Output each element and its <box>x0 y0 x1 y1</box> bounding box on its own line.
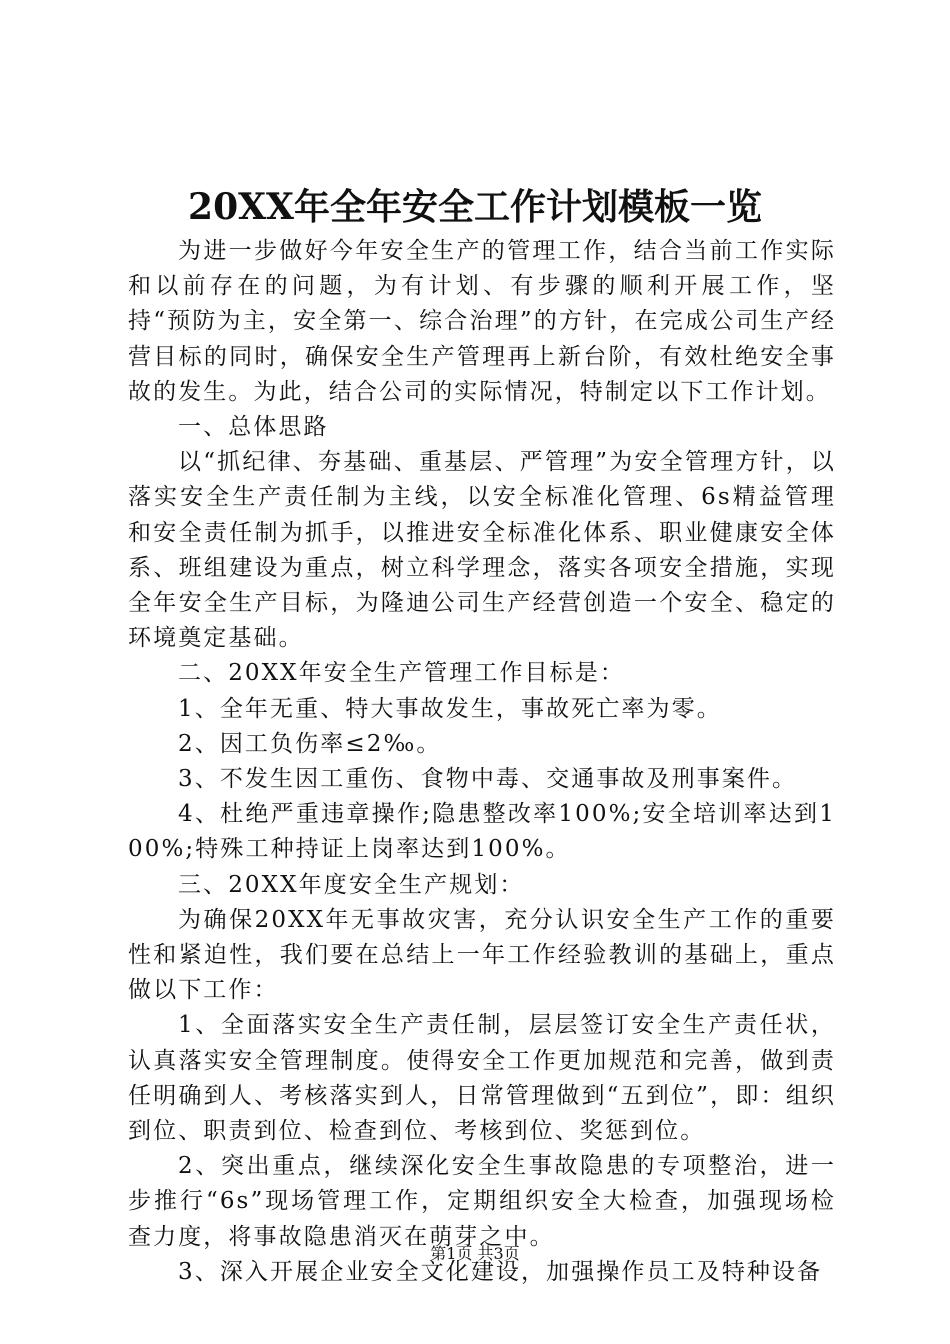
heading-planning: 三、20XX年度安全生产规划： <box>178 871 525 898</box>
planning-item-3: 3、深入开展企业安全文化建设，加强操作员工及特种设备 <box>178 1258 823 1285</box>
paragraph-intro: 为进一步做好今年安全生产的管理工作，结合当前工作实际和以前存在的问题，为有计划、有步骤的顺利开展工作，坚持“预防为主，安全第一、综合治理”的方针，在完成公司生产经营目标的同时，确保安全生产管理再上新台阶，有效杜绝安全事故的发生。为此，结合公司的实际情况，特制定以下工作计划。 <box>128 238 836 405</box>
paragraph-planning-intro: 为确保20XX年无事故灾害，充分认识安全生产工作的重要性和紧迫性，我们要在总结上一年工作经验教训的基础上，重点做以下工作： <box>128 906 836 1004</box>
page-number-footer: 第1页 共3页 <box>430 1244 520 1263</box>
document-title: 20XX年全年安全工作计划模板一览 <box>188 186 762 228</box>
goal-item-3: 3、不发生因工重伤、食物中毒、交通事故及刑事案件。 <box>178 766 798 793</box>
heading-overall-approach: 一、总体思路 <box>178 414 329 441</box>
document-body <box>128 234 836 1290</box>
goal-item-2: 2、因工负伤率≤2‰。 <box>178 730 442 757</box>
goal-item-4: 4、杜绝严重违章操作;隐患整改率100%;安全培训率达到100%;特殊工种持证上岗率达到100%。 <box>128 801 836 863</box>
planning-item-1: 1、全面落实安全生产责任制，层层签订安全生产责任状，认真落实安全管理制度。使得安全工作更加规范和完善，做到责任明确到人、考核落实到人，日常管理做到“五到位”，即：组织到位、职责到位、检查到位、考核到位、奖惩到位。 <box>128 1012 836 1145</box>
planning-item-2: 2、突出重点，继续深化安全生事故隐患的专项整治，进一步推行“6s”现场管理工作，定期组织安全大检查，加强现场检查力度，将事故隐患消灭在萌芽之中。 <box>128 1153 836 1250</box>
heading-goals: 二、20XX年安全生产管理工作目标是： <box>178 660 625 687</box>
paragraph-overall-approach: 以“抓纪律、夯基础、重基层、严管理”为安全管理方针，以落实安全生产责任制为主线，以安全标准化管理、6s精益管理和安全责任制为抓手，以推进安全标准化体系、职业健康安全体系、班组建设为重点，树立科学理念，落实各项安全措施，实现全年安全生产目标，为隆迪公司生产经营创造一个安全、稳定的环境奠定基础。 <box>128 449 836 652</box>
goal-item-1: 1、全年无重、特大事故发生，事故死亡率为零。 <box>178 695 722 722</box>
